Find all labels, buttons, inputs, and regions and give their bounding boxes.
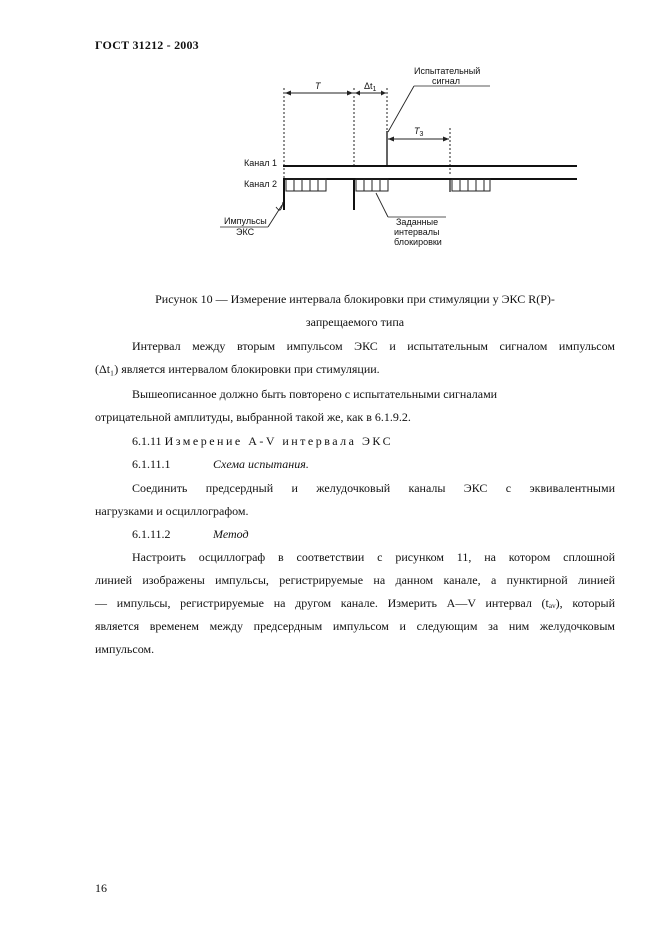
pulses-leader [268, 205, 282, 227]
figure-caption-line-1: Рисунок 10 — Измерение интервала блокировки при стимуляции у ЭКС R(P)- [155, 292, 555, 306]
figure-10-diagram [0, 0, 661, 270]
paragraph-line: отрицательной амплитуды, выбранной такой же, как в 6.1.9.2. [95, 410, 411, 424]
paragraph-connect-channels [95, 477, 615, 523]
T-label: T [315, 81, 321, 91]
page-number: 16 [95, 881, 107, 895]
delta-t1-label: $\Delta t_1$ [364, 81, 377, 93]
blocking-interval-3 [452, 179, 490, 191]
paragraph-repeat-negative [95, 383, 615, 429]
paragraph-method [95, 546, 615, 661]
paragraph-line: (Δt₁) является интервалом блокировки при стимуляции. [95, 362, 380, 376]
intervals-leader [376, 193, 388, 217]
section-number: 6.1.11.1 [132, 457, 171, 471]
paragraph-line: линией изображены импульсы, регистрируемые на данном канале, а пунктирной линией [95, 573, 615, 587]
section-title: Метод [213, 527, 249, 541]
section-title: Схема испытания. [213, 457, 309, 471]
blocking-interval-2 [356, 179, 388, 191]
paragraph-line: является временем между предсердным импульсом и следующим за ним желудочковым [95, 619, 615, 633]
blocking-interval-1 [286, 179, 326, 191]
section-number: 6.1.11.2 [132, 527, 171, 541]
section-6-1-11-2-heading [132, 523, 652, 546]
paragraph-blocking-interval [95, 335, 615, 381]
paragraph-line: импульсом. [95, 642, 155, 656]
intervals-label-2: интервалы [394, 227, 440, 237]
paragraph-line: Настроить осциллограф в соответствии с рисунком 11, на котором сплошной [132, 550, 615, 564]
pulses-label-2: ЭКС [236, 227, 255, 237]
figure-caption-line-2: запрещаемого типа [305, 315, 405, 329]
section-number: 6.1.11 [132, 434, 162, 448]
paragraph-line: Вышеописанное должно быть повторено с испытательными сигналами [132, 387, 498, 401]
paragraph-line: нагрузками и осциллографом. [95, 504, 249, 518]
section-6-1-11-1-heading [132, 453, 652, 476]
intervals-label-3: блокировки [394, 237, 442, 247]
paragraph-line: — импульсы, регистрируемые на другом канале. Измерить А—V интервал (tₐᵥ), который [95, 596, 615, 610]
T3-label: $T_3$ [414, 126, 424, 138]
intervals-label-1: Заданные [396, 217, 439, 227]
channel-1-label: Канал 1 [244, 158, 277, 168]
document-header: ГОСТ 31212 - 2003 [95, 38, 199, 52]
test-signal-label-2: сигнал [432, 76, 461, 86]
section-title: Измерение А-V интервала ЭКС [164, 434, 394, 448]
paragraph-line: Интервал между вторым импульсом ЭКС и испытательным сигналом импульсом [132, 339, 615, 353]
test-signal-leader [388, 86, 414, 132]
section-6-1-11-heading [132, 430, 652, 453]
paragraph-line: Соединить предсердный и желудочковый каналы ЭКС с эквивалентными [132, 481, 615, 495]
test-signal-label-1: Испытательный [414, 66, 481, 76]
pulses-label-1: Импульсы [224, 216, 267, 226]
channel-2-label: Канал 2 [244, 179, 277, 189]
